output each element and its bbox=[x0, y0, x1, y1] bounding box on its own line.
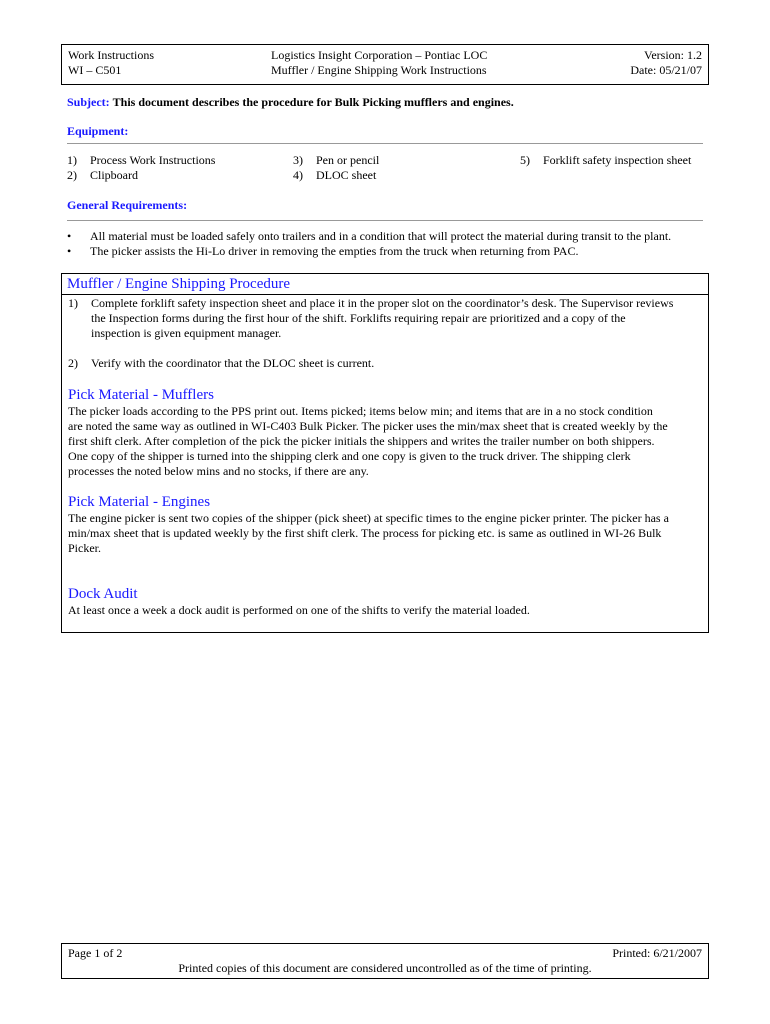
step-number: 1) bbox=[68, 296, 78, 310]
header-doc-type: Work Instructions bbox=[68, 48, 155, 62]
mufflers-paragraph: The picker loads according to the PPS print out. Items picked; items below min; and items that are in a no stock condition are noted the same way as outlined in WI-C403 Bulk Picker. The picker uses the min/max sheet that is created weekly by the first shift clerk. After completion of the pick the picker initials the shippers and writes the trailer number on both shippers. One copy of the shipper is turned into the shipping clerk and one copy is given to the truck driver. The shipping clerk processes the noted below mins and no stocks, if there are any. bbox=[68, 404, 668, 478]
procedure-title-bar bbox=[61, 273, 709, 295]
equipment-item-5: 5) Forklift safety inspection sheet bbox=[520, 153, 692, 167]
step-text: Verify with the coordinator that the DLOC sheet is current. bbox=[91, 356, 375, 370]
subject-label: Subject: bbox=[67, 95, 110, 109]
header-right bbox=[630, 48, 702, 78]
header-doc-title: Muffler / Engine Shipping Work Instructions bbox=[271, 63, 487, 77]
footer-printed-date: Printed: 6/21/2007 bbox=[612, 946, 702, 960]
equipment-label: Equipment: bbox=[67, 124, 129, 138]
requirement-bullet-1: • All material must be loaded safely onto trailers and in a condition that will protect the material during transit to the plant. bbox=[67, 229, 672, 243]
footer-uncontrolled-note: Printed copies of this document are considered uncontrolled as of the time of printing. bbox=[178, 961, 592, 975]
header-version: Version: 1.2 bbox=[644, 48, 702, 62]
procedure-title: Muffler / Engine Shipping Procedure bbox=[67, 276, 291, 292]
equipment-item-2: 2) Clipboard bbox=[67, 168, 138, 182]
equipment-item-3: 3) Pen or pencil bbox=[293, 153, 380, 167]
mufflers-heading: Pick Material - Mufflers bbox=[68, 387, 214, 403]
dock-audit-paragraph: At least once a week a dock audit is performed on one of the shifts to verify the material loaded. bbox=[68, 603, 530, 617]
step-text: Complete forklift safety inspection sheet and place it in the proper slot on the coordinator’s desk. The Supervisor reviews the Inspection forms during the first hour of the shift. Forklifts requiring repair are prioritized and a copy of the inspection is given equipment manager. bbox=[91, 296, 674, 340]
header-left bbox=[68, 48, 154, 78]
equipment-divider bbox=[67, 143, 703, 144]
bullet-icon: • bbox=[67, 229, 72, 243]
subject-line bbox=[67, 95, 514, 110]
general-divider bbox=[67, 220, 703, 221]
subject-text: This document describes the procedure for Bulk Picking mufflers and engines. bbox=[112, 95, 514, 109]
document-header bbox=[61, 44, 709, 85]
header-company: Logistics Insight Corporation – Pontiac LOC bbox=[271, 48, 488, 62]
requirement-bullet-2: • The picker assists the Hi-Lo driver in removing the empties from the truck when returning from PAC. bbox=[67, 244, 579, 258]
equipment-item-1: 1) Process Work Instructions bbox=[67, 153, 216, 167]
header-date: Date: 05/21/07 bbox=[630, 63, 702, 77]
header-doc-id: WI – C501 bbox=[68, 63, 122, 77]
header-center bbox=[271, 48, 487, 78]
dock-audit-heading: Dock Audit bbox=[68, 586, 138, 602]
document-footer bbox=[61, 943, 709, 979]
step-number: 2) bbox=[68, 356, 78, 370]
general-requirements-label: General Requirements: bbox=[67, 198, 188, 212]
bullet-icon: • bbox=[67, 244, 72, 258]
footer-page-number: Page 1 of 2 bbox=[68, 946, 123, 960]
engines-heading: Pick Material - Engines bbox=[68, 494, 211, 510]
engines-paragraph: The engine picker is sent two copies of the shipper (pick sheet) at specific times to the engine picker printer. The picker has a min/max sheet that is updated weekly by the first shift clerk. The process for picking etc. is same as outlined in WI-26 Bulk Picker. bbox=[68, 511, 669, 555]
equipment-item-4: 4) DLOC sheet bbox=[293, 168, 377, 182]
